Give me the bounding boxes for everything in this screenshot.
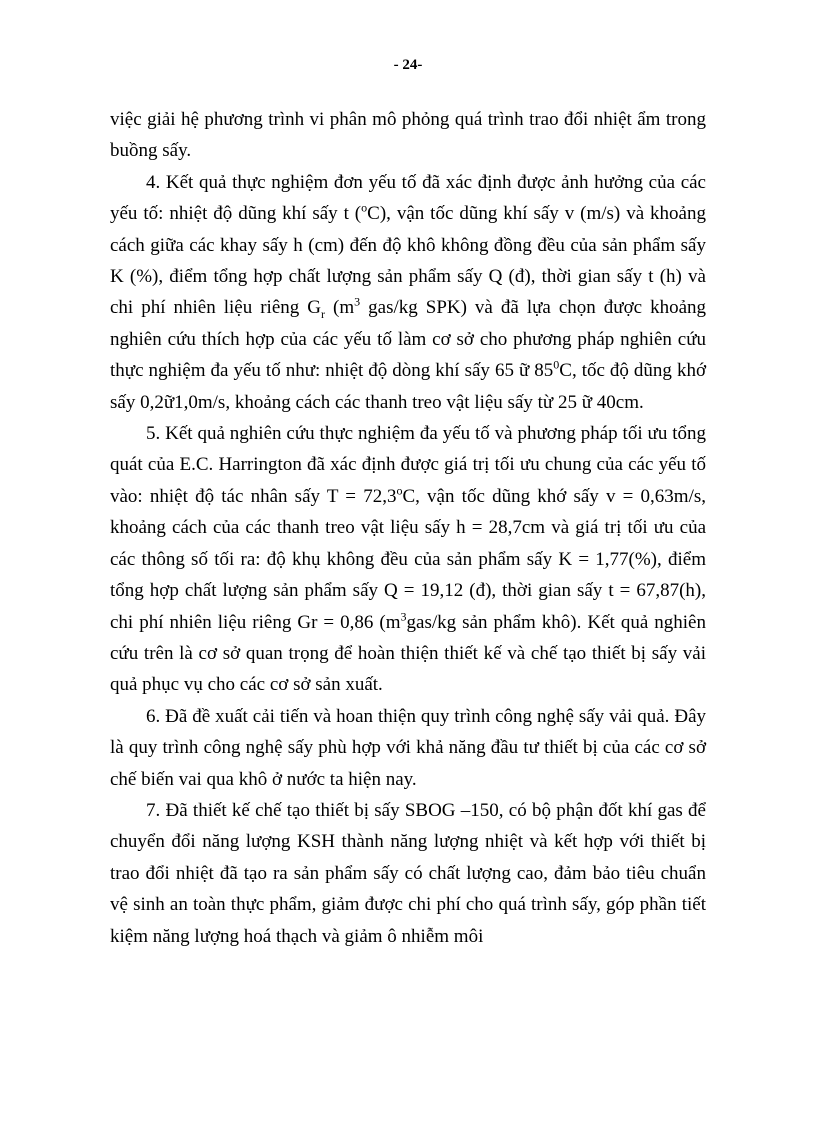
paragraph-item-4 xyxy=(110,167,706,418)
superscript-degree: o xyxy=(396,483,403,498)
paragraph-text: C), vận tốc dũng khí sấy v (m/s) và khoảng cách giữa các khay sấy h (cm) đến độ khô không đồng đều của sản phẩm sấy K (%), điểm tổng hợp chất lượng sản phẩm sấy Q (đ), thời gian sấy t (h) và chi phí nhiên liệu riêng G xyxy=(110,203,706,319)
paragraph-text: 4. Kết quả thực nghiệm đơn yếu tố đã xác định được ảnh hưởng của các yếu tố: nhiệt độ dũng khí sấy t ( xyxy=(110,171,706,225)
superscript-cubic: 3 xyxy=(354,295,361,310)
paragraph-text: gas/kg SPK) và đã lựa chọn được khoảng nghiên cứu thích hợp của các yếu tố làm cơ sở cho phương pháp nghiên cứu thực nghiệm đa yếu tố như: nhiệt độ dòng khí sấy 65 ữ 85 xyxy=(110,297,706,382)
paragraph-text: C, tốc độ dũng khớ sấy 0,2ữ1,0m/s, khoảng cách các thanh treo vật liệu sấy từ 25 ữ 40cm. xyxy=(110,360,706,413)
paragraph-item-5 xyxy=(110,418,706,701)
paragraph-text: C, vận tốc dũng khớ sấy v = 0,63m/s, khoảng cách của các thanh treo vật liệu sấy h = 28,7cm và giá trị tối ưu của các thông số tối ra: độ khụ không đều của sản phẩm sấy K = 1,77(%), điểm tổng hợp chất lượng sản phẩm sấy Q = 19,12 (đ), thời gian sấy t = 67,87(h), chi phí nhiên liệu riêng Gr = 0,86 (m xyxy=(110,485,707,633)
superscript-degree: 0 xyxy=(553,357,560,372)
paragraph-text: 6. Đã đề xuất cải tiến và hoan thiện quy trình công nghệ sấy vải quả. Đây là quy trình công nghệ sấy phù hợp với khả năng đầu tư thiết bị của các cơ sở chế biến vai qua khô ở nước ta hiện nay. xyxy=(110,705,706,790)
paragraph-text: gas/kg sản phẩm khô). Kết quả nghiên cứu trên là cơ sở quan trọng để hoàn thiện thiết kế và chế tạo thiết bị sấy vải quả phục vụ cho các cơ sở sản xuất. xyxy=(110,611,706,696)
paragraph-item-6 xyxy=(110,701,706,795)
paragraph-item-7 xyxy=(110,795,706,952)
page-number: - 24- xyxy=(393,57,423,73)
subscript-r: r xyxy=(321,307,325,322)
superscript-cubic: 3 xyxy=(400,609,407,624)
paragraph-text: việc giải hệ phương trình vi phân mô phỏng quá trình trao đổi nhiệt ẩm trong buồng sấy. xyxy=(110,109,706,162)
paragraph-text: (m xyxy=(325,297,355,319)
paragraph-text: 7. Đã thiết kế chế tạo thiết bị sấy SBOG –150, có bộ phận đốt khí gas để chuyển đổi năng lượng KSH thành năng lượng nhiệt và kết hợp với thiết bị trao đổi nhiệt đã tạo ra sản phẩm sấy có chất lượng cao, đảm bảo tiêu chuẩn vệ sinh an toàn thực phẩm, giảm được chi phí cho quá trình sấy, góp phần tiết kiệm năng lượng hoá thạch và giảm ô nhiễm môi xyxy=(110,799,706,947)
superscript-degree: o xyxy=(361,200,368,215)
paragraph-text: 5. Kết quả nghiên cứu thực nghiệm đa yếu tố và phương pháp tối ưu tổng quát của E.C. Harrington đã xác định được giá trị tối ưu chung của các yếu tố vào: nhiệt độ tác nhân sấy T = 72,3 xyxy=(110,423,706,507)
document-body xyxy=(110,104,706,952)
paragraph-continuation xyxy=(110,104,706,167)
